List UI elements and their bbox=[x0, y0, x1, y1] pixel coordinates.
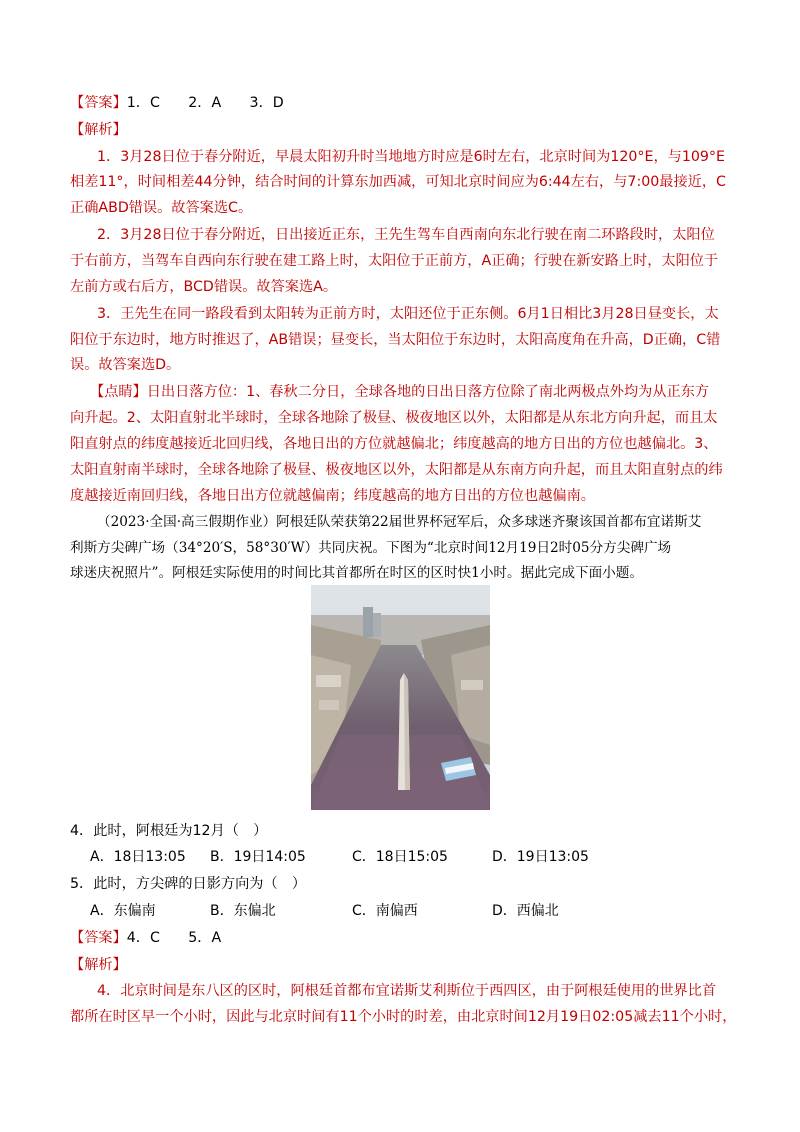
obelisk-celebration-photo bbox=[311, 585, 490, 810]
explanation-3-line-1: 3．王先生在同一路段看到太阳转为正前方时，太阳还位于正东侧。6月1日相比3月28日昼变长，太 bbox=[97, 306, 719, 322]
q5-option-d[interactable]: D．西偏北 bbox=[492, 903, 559, 919]
tip-line-5: 度越接近南回归线，各地日出方位就越偏南；纬度越高的地方日出的方位也越偏南。 bbox=[70, 488, 595, 504]
answer-text: 4．C 5．A bbox=[126, 930, 222, 946]
tip-line-1: 【点睛】日出日落方位：1、春秋二分日，全球各地的日出日落方位除了南北两极点外均为从正东方 bbox=[90, 384, 710, 400]
tip-line-4: 太阳直射南半球时，全球各地除了极昼、极夜地区以外，太阳都是从东南方向升起，而且太阳直射点的纬 bbox=[70, 462, 723, 478]
analysis-label-2: 【解析】 bbox=[70, 957, 127, 973]
q4-option-a[interactable]: A．18日13:05 bbox=[90, 849, 186, 865]
question-intro-line-3: 球迷庆祝照片”。阿根廷实际使用的时间比其首都所在时区的区时快1小时。据此完成下面小题。 bbox=[70, 565, 643, 581]
q4-option-c[interactable]: C．18日15:05 bbox=[352, 849, 448, 865]
explanation-3-line-3: 误。故答案选D。 bbox=[70, 357, 181, 373]
explanation-3-line-2: 阳位于东边时，地方时推迟了，AB错误；昼变长，当太阳位于东边时，太阳高度角在升高，D正确，C错 bbox=[70, 332, 721, 348]
answer-line-2 bbox=[70, 928, 738, 948]
explanation-4-line-2: 都所在时区早一个小时，因此与北京时间有11个小时的时差，由北京时间12月19日02:05减去11个小时， bbox=[70, 1009, 737, 1025]
explanation-1-line-1: 1．3月28日位于春分附近，早晨太阳初升时当地地方时应是6时左右，北京时间为120°E，与109°E bbox=[97, 149, 725, 165]
q5-option-a[interactable]: A．东偏南 bbox=[90, 903, 156, 919]
question-intro-line-2: 利斯方尖碑广场（34°20′S，58°30′W）共同庆祝。下图为“北京时间12月19日2时05分方尖碑广场 bbox=[70, 540, 672, 556]
analysis-label-1: 【解析】 bbox=[70, 122, 127, 138]
explanation-2-line-3: 左前方或右后方，BCD错误。故答案选A。 bbox=[70, 279, 338, 295]
answer-label: 【答案】 bbox=[70, 95, 127, 111]
explanation-2-line-1: 2．3月28日位于春分附近，日出接近正东，王先生驾车自西南向东北行驶在南二环路段时，太阳位 bbox=[97, 227, 715, 243]
q5-option-c[interactable]: C．南偏西 bbox=[352, 903, 418, 919]
q4-option-b[interactable]: B．19日14:05 bbox=[210, 849, 306, 865]
q4-stem: 4．此时，阿根廷为12月（ ） bbox=[70, 823, 268, 839]
answer-text: 1．C 2．A 3．D bbox=[126, 95, 284, 111]
q4-option-d[interactable]: D．19日13:05 bbox=[492, 849, 589, 865]
explanation-1-line-3: 正确ABD错误。故答案选C。 bbox=[70, 200, 253, 216]
q5-stem: 5．此时，方尖碑的日影方向为（ ） bbox=[70, 876, 307, 892]
explanation-4-line-1: 4．北京时间是东八区的区时，阿根廷首都布宜诺斯艾利斯位于西四区，由于阿根廷使用的世界比首 bbox=[97, 983, 717, 999]
q5-option-b[interactable]: B．东偏北 bbox=[210, 903, 276, 919]
question-intro-line-1: （2023·全国·高三假期作业）阿根廷队荣获第22届世界杯冠军后，众多球迷齐聚该国首都布宜诺斯艾 bbox=[97, 514, 702, 530]
answer-label: 【答案】 bbox=[70, 930, 127, 946]
tip-line-3: 阳直射点的纬度越接近北回归线，各地日出的方位就越偏北；纬度越高的地方日出的方位也越偏北。3、 bbox=[70, 436, 718, 452]
explanation-1-line-2: 相差11°，时间相差44分钟，结合时间的计算东加西减，可知北京时间应为6:44左右，与7:00最接近，C bbox=[70, 174, 726, 190]
explanation-2-line-2: 于右前方，当驾车自西向东行驶在建工路上时，太阳位于正前方，A正确；行驶在新安路上时，太阳位于 bbox=[70, 253, 719, 269]
answer-line-1 bbox=[70, 93, 738, 113]
tip-line-2: 向升起。2、太阳直射北半球时，全球各地除了极昼、极夜地区以外，太阳都是从东北方向升起，而且太 bbox=[70, 410, 718, 426]
